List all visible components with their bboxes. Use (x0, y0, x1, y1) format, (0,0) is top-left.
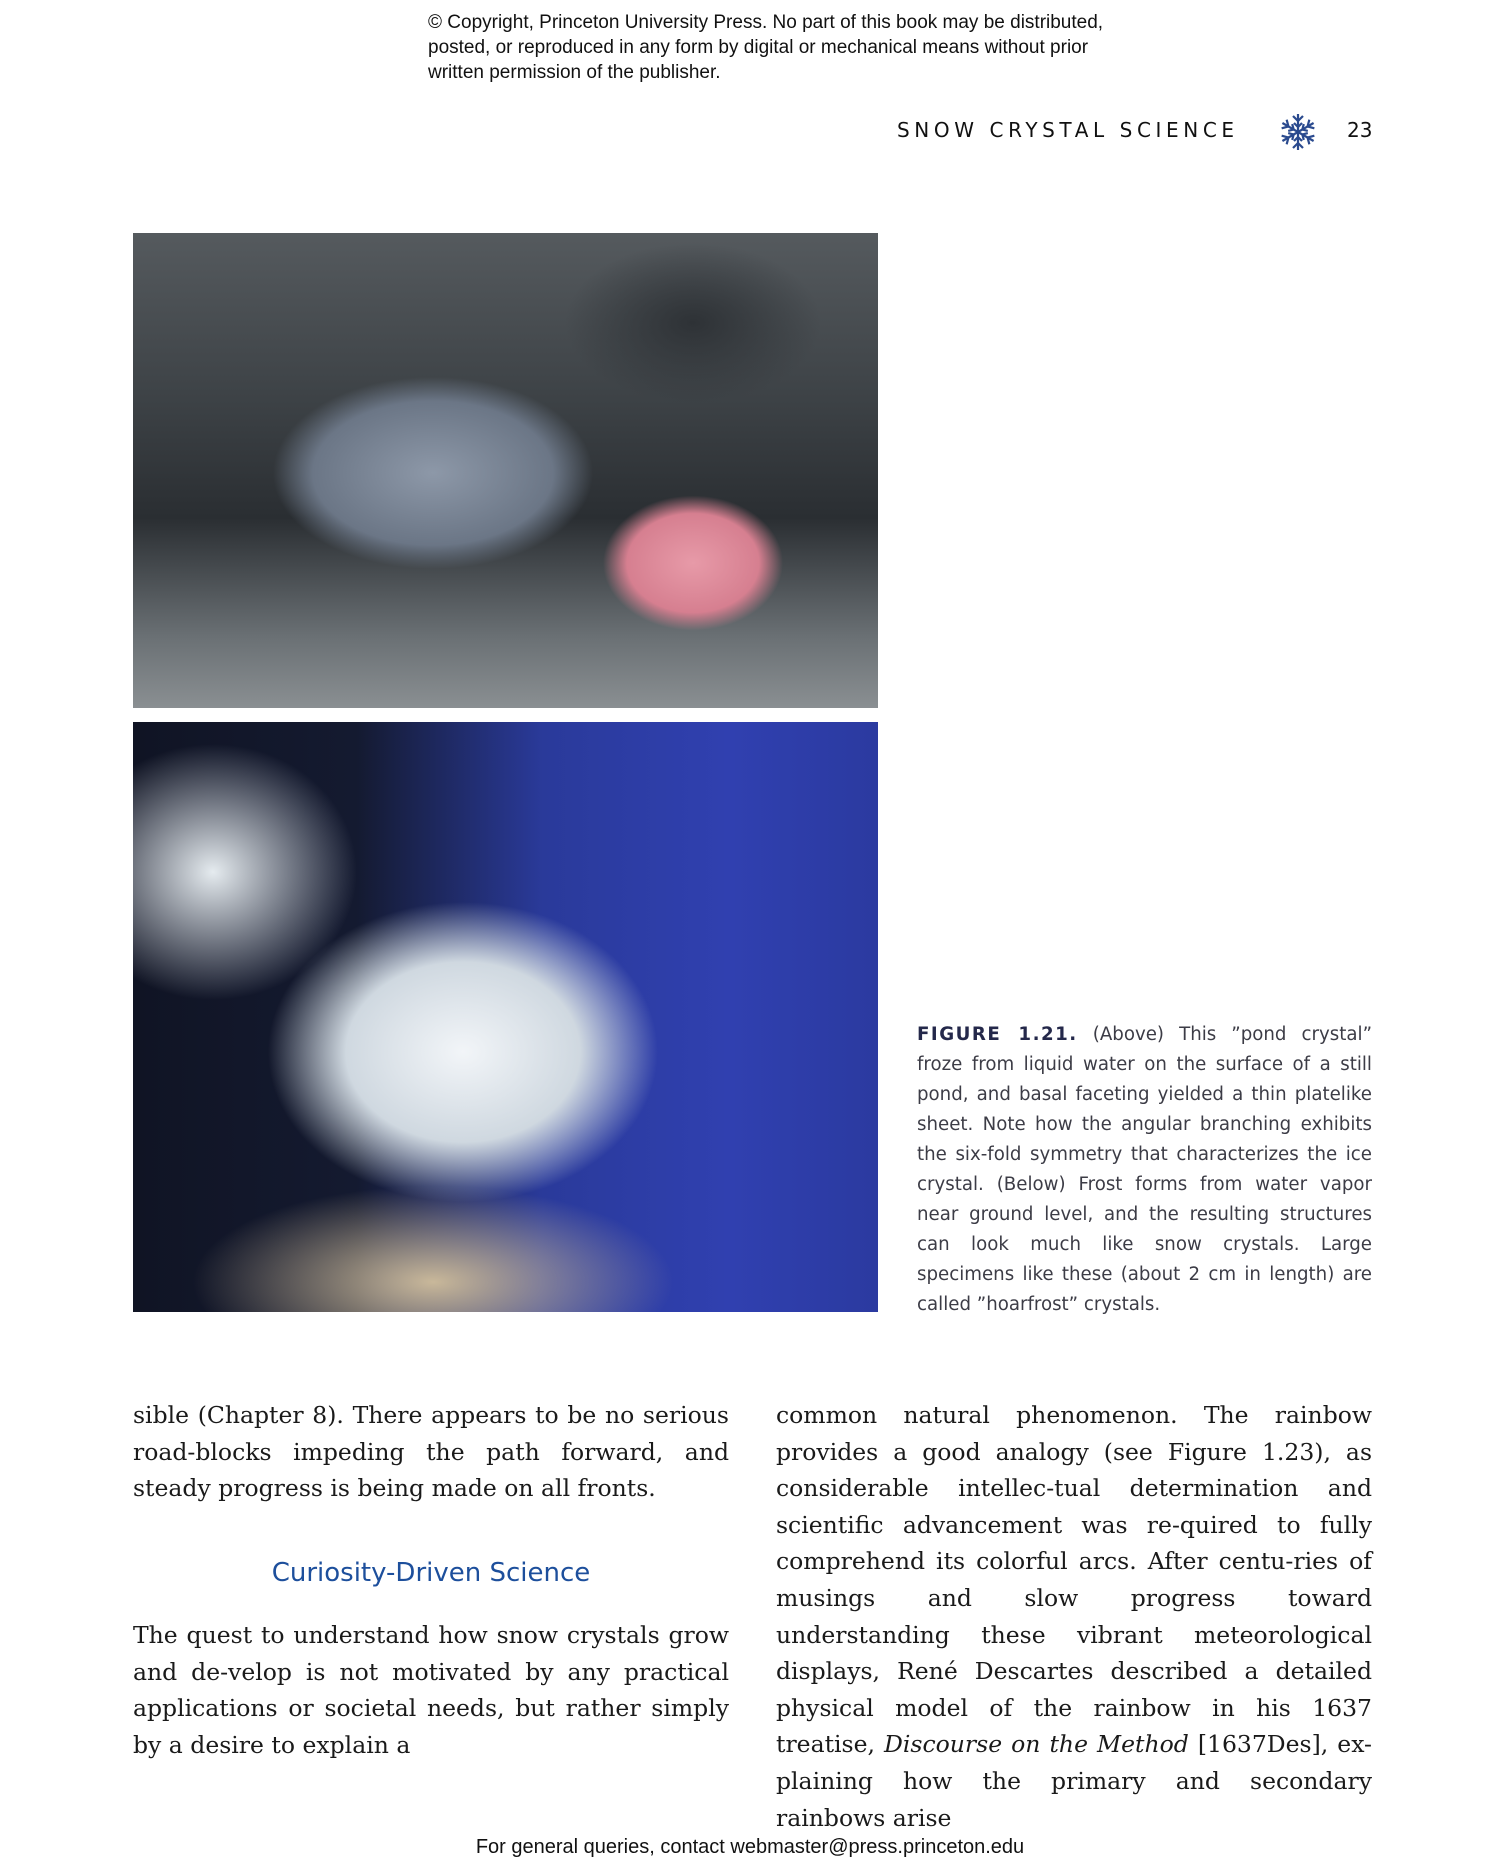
right-column (776, 1397, 1372, 1836)
page-number: 23 (1347, 118, 1373, 142)
paragraph: The quest to understand how snow crystals grow and de-velop is not motivated by any practical applications or societal needs, but rather simply by a desire to explain a (133, 1621, 729, 1759)
paragraph-text: [1637Des], ex-plaining how the primary and secondary rainbows arise (776, 1730, 1372, 1832)
footer-contact: For general queries, contact webmaster@press.princeton.edu (475, 1836, 1025, 1858)
hoarfrost-photo (133, 722, 878, 1312)
book-title: Discourse on the Method (884, 1730, 1189, 1759)
copyright-notice: © Copyright, Princeton University Press. No part of this book may be distributed, posted, or reproduced in any form by digital or mechanical means without prior written permission of the publisher. (428, 12, 1104, 83)
figure-caption (917, 1020, 1372, 1320)
section-heading: Curiosity-Driven Science (271, 1558, 591, 1588)
pond-crystal-photo (133, 233, 878, 708)
running-title: SNOW CRYSTAL SCIENCE (897, 118, 1239, 142)
caption-text: (Above) This ”pond crystal” froze from liquid water on the surface of a still pond, and basal faceting yielded a thin platelike sheet. Note how the angular branching exhibits the six-fold symmetry that characterizes the ice crystal. (Below) Frost forms from water vapor near ground level, and the resulting structures can look much like snow crystals. Large specimens like these (about 2 cm in length) are called ”hoarfrost” crystals. (917, 1024, 1373, 1315)
snowflake-icon (1278, 112, 1318, 152)
left-column-para2 (133, 1617, 729, 1763)
paragraph: sible (Chapter 8). There appears to be no serious road-blocks impeding the path forward, and steady progress is being made on all fronts. (133, 1401, 729, 1503)
figure-label: FIGURE 1.21. (917, 1024, 1078, 1045)
paragraph-text: common natural phenomenon. The rainbow provides a good analogy (see Figure 1.23), as considerable intellec-tual determination and scientific advancement was re-quired to fully comprehend its colorful arcs. After centu-ries of musings and slow progress toward understanding these vibrant meteorological displays, René Descartes described a detailed physical model of the rainbow in his 1637 treatise, (776, 1401, 1372, 1759)
left-column (133, 1397, 729, 1507)
